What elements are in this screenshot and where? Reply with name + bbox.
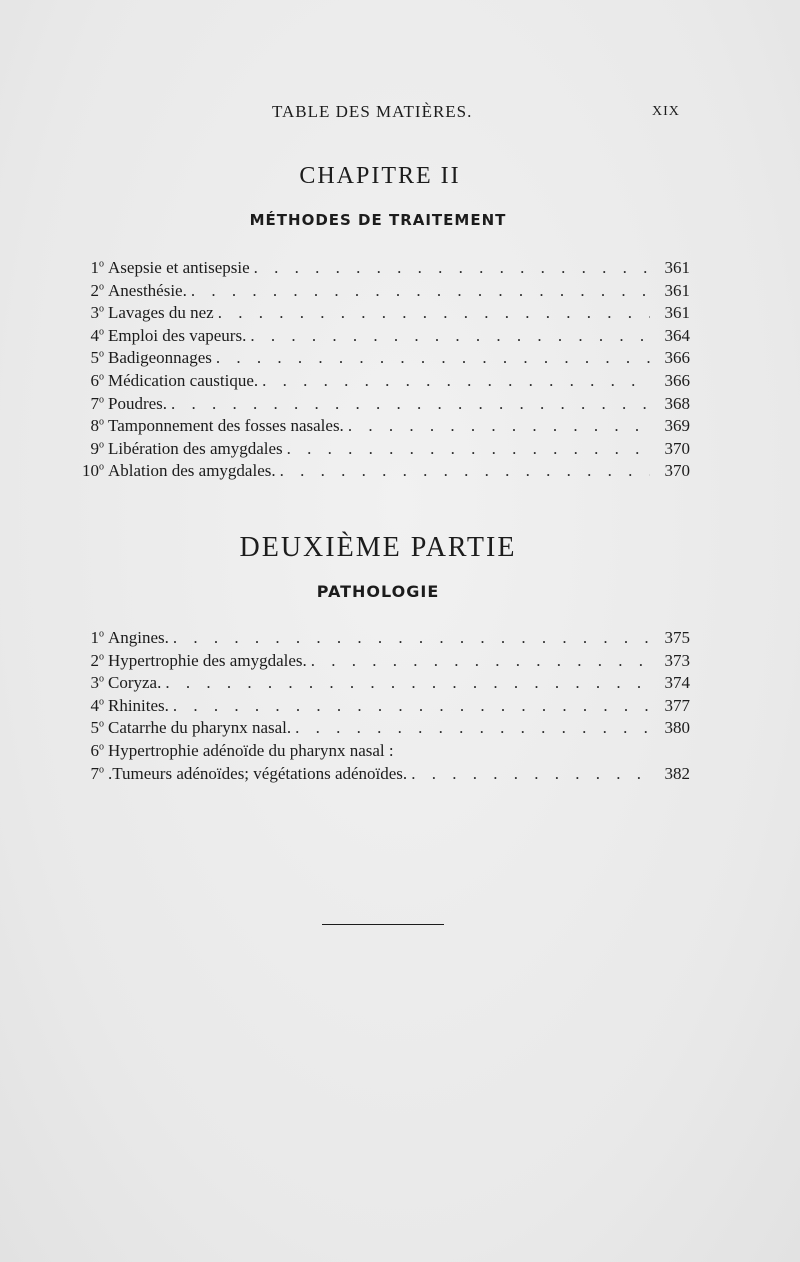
- entry-number: 4$^o$: [90, 325, 104, 345]
- entry-number: 5$^o$: [90, 348, 104, 368]
- toc-entry: [70, 673, 690, 696]
- entry-page-number: 366: [664, 370, 690, 390]
- entry-page-number: 364: [664, 325, 690, 345]
- running-head: TABLE DES MATIÈRES.: [272, 102, 473, 121]
- chapter-toc-list: [70, 258, 690, 484]
- page-folio: XIX: [652, 104, 680, 119]
- entry-title: Hypertrophie adénoïde du pharynx nasal :: [108, 740, 394, 760]
- entry-number: 10$^o$: [82, 461, 104, 481]
- entry-number: 6$^o$: [90, 370, 104, 390]
- entry-number: 2$^o$: [90, 280, 104, 300]
- entry-page-number: 368: [664, 393, 690, 413]
- dot-leader: [411, 764, 650, 784]
- dot-leader: [280, 461, 650, 481]
- entry-page-number: 375: [664, 628, 690, 647]
- entry-page-number: 361: [664, 303, 690, 323]
- dot-leader: [250, 326, 650, 346]
- toc-entry: [70, 281, 690, 304]
- entry-page-number: 373: [664, 650, 690, 670]
- entry-title: Asepsie et antisepsie: [108, 258, 250, 277]
- entry-number: 1$^o$: [90, 628, 104, 647]
- entry-number: 5$^o$: [90, 718, 104, 738]
- toc-entry: [70, 741, 690, 764]
- entry-page-number: 380: [664, 718, 690, 738]
- dot-leader: [165, 673, 650, 693]
- entry-number: 9$^o$: [90, 438, 104, 458]
- entry-page-number: 370: [664, 461, 690, 481]
- toc-entry: [70, 696, 690, 719]
- entry-page-number: 382: [664, 763, 690, 783]
- chapter-title: CHAPITRE II: [299, 163, 461, 189]
- entry-page-number: 361: [664, 258, 690, 277]
- entry-title: Hypertrophie des amygdales.: [108, 650, 307, 670]
- dot-leader: [348, 416, 650, 436]
- entry-title: Ablation des amygdales.: [108, 461, 276, 481]
- entry-page-number: 366: [664, 348, 690, 368]
- dot-leader: [311, 651, 650, 671]
- entry-title: Emploi des vapeurs.: [108, 325, 247, 345]
- entry-number: 2$^o$: [90, 650, 104, 670]
- entry-title: Coryza.: [108, 673, 162, 693]
- toc-entry: [70, 348, 690, 371]
- entry-title: Rhinites.: [108, 695, 169, 715]
- entry-number: 8$^o$: [90, 416, 104, 436]
- toc-entry: [70, 651, 690, 674]
- end-rule: [322, 924, 444, 925]
- part-subtitle: PATHOLOGIE: [316, 582, 440, 601]
- entry-number: 7$^o$: [90, 763, 104, 783]
- dot-leader: [287, 439, 650, 459]
- entry-title: Libération des amygdales: [108, 438, 283, 458]
- toc-entry: [70, 371, 690, 394]
- toc-entry: [70, 258, 690, 281]
- dot-leader: [173, 696, 650, 716]
- entry-number: 3$^o$: [90, 673, 104, 693]
- dot-leader: [171, 394, 650, 414]
- toc-entry: [70, 439, 690, 462]
- entry-title: Anesthésie.: [108, 280, 187, 300]
- entry-page-number: 374: [664, 673, 690, 693]
- entry-number: 7$^o$: [90, 393, 104, 413]
- entry-page-number: 377: [664, 695, 690, 715]
- entry-title: Catarrhe du pharynx nasal.: [108, 718, 292, 738]
- toc-entry: [70, 764, 690, 787]
- entry-title: Tamponnement des fosses nasales.: [108, 416, 344, 436]
- entry-page-number: 370: [664, 438, 690, 458]
- entry-title: Médication caustique.: [108, 370, 259, 390]
- dot-leader: [173, 628, 650, 648]
- dot-leader: [254, 258, 650, 278]
- entry-title: Poudres.: [108, 393, 168, 413]
- dot-leader: [218, 303, 650, 323]
- toc-entry: [70, 326, 690, 349]
- part-title: DEUXIÈME PARTIE: [239, 532, 517, 563]
- dot-leader: [295, 718, 650, 738]
- chapter-subtitle: MÉTHODES DE TRAITEMENT: [249, 211, 507, 229]
- toc-entry: [70, 303, 690, 326]
- entry-number: 3$^o$: [90, 303, 104, 323]
- entry-title: .Tumeurs adénoïdes; végétations adénoïdes.: [108, 763, 408, 783]
- entry-title: Badigeonnages: [108, 348, 212, 368]
- entry-page-number: 369: [664, 416, 690, 436]
- part-toc-list: [70, 628, 690, 786]
- toc-entry: [70, 394, 690, 417]
- toc-entry: [70, 628, 690, 651]
- entry-number: 6$^o$: [90, 740, 104, 760]
- toc-entry: [70, 461, 690, 484]
- entry-number: 4$^o$: [90, 695, 104, 715]
- dot-leader: [216, 348, 650, 368]
- entry-title: Lavages du nez: [108, 303, 214, 323]
- entry-page-number: 361: [664, 280, 690, 300]
- toc-entry: [70, 416, 690, 439]
- dot-leader: [262, 371, 650, 391]
- toc-entry: [70, 718, 690, 741]
- entry-title: Angines.: [108, 628, 169, 647]
- dot-leader: [191, 281, 650, 301]
- entry-number: 1$^o$: [90, 258, 104, 277]
